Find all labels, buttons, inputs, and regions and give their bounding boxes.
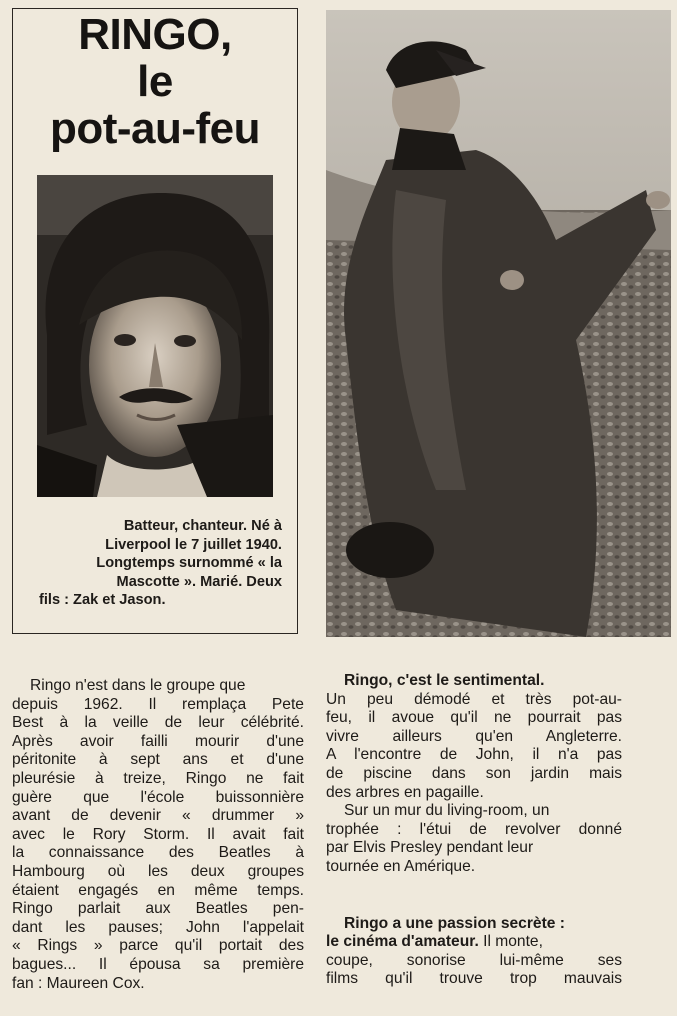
body-line: avant de devenir « drummer » <box>12 807 304 825</box>
body-line: depuis 1962. Il remplaça Pete <box>12 695 304 713</box>
caption-line: Longtemps surnommé « la <box>96 555 282 571</box>
beach-photo <box>326 10 671 637</box>
caption-line: Mascotte ». Marié. Deux <box>116 573 282 590</box>
headline-line-1: RINGO, <box>78 10 232 59</box>
article-left-column <box>12 677 304 993</box>
body-line: Ringo parlait aux Beatles pen- <box>12 900 304 918</box>
caption-line: Batteur, chanteur. Né à <box>123 518 282 534</box>
article-right-column <box>326 672 622 989</box>
body-line: Ringo n'est dans le groupe que <box>30 677 246 694</box>
body-line: bagues... Il épousa sa première <box>12 955 304 973</box>
body-line: Après avoir failli mourir d'une <box>12 732 304 750</box>
caption-line: Liverpool le 7 juillet 1940. <box>105 536 282 553</box>
body-line: trophée : l'étui de revolver donné <box>326 820 622 838</box>
headline <box>13 11 297 152</box>
body-line: vivre ailleurs qu'en Angleterre. <box>326 727 622 745</box>
headline-line-2: le <box>137 57 173 106</box>
body-line: fan : Maureen Cox. <box>12 974 145 992</box>
body-line: A l'encontre de John, il n'a pas <box>326 746 622 764</box>
section-heading: Ringo a une passion secrète : <box>344 914 565 932</box>
headline-line-3: pot-au-feu <box>49 104 261 153</box>
section-heading-cont: le cinéma d'amateur. <box>326 933 479 951</box>
body-line: Best à la veille de leur célébrité. <box>12 714 304 732</box>
body-line: péritonite à sept ans et d'une <box>12 751 304 769</box>
body-line: étaient engagés en même temps. <box>12 881 304 899</box>
body-line: coupe, sonorise lui-même ses <box>326 951 622 969</box>
body-text: Il monte, <box>478 933 543 951</box>
body-line: avec le Rory Storm. Il avait fait <box>12 825 304 843</box>
body-line: « Rings » parce qu'il portait des <box>12 937 304 955</box>
body-line: guère que l'école buissonnière <box>12 788 304 806</box>
body-line: la connaissance des Beatles à <box>12 844 304 862</box>
body-line: Un peu démodé et très pot-au- <box>326 690 622 708</box>
body-line: des arbres en pagaille. <box>326 783 484 801</box>
profile-caption <box>39 517 289 610</box>
profile-box <box>12 8 298 634</box>
caption-line: fils : Zak et Jason. <box>39 592 166 608</box>
body-line-mixed <box>326 933 622 952</box>
body-line: pleurésie à treize, Ringo ne fait <box>12 769 304 787</box>
body-line: films qu'il trouve trop mauvais <box>326 970 622 988</box>
body-line: de piscine dans son jardin mais <box>326 764 622 782</box>
body-line: Hambourg où les deux groupes <box>12 862 304 880</box>
body-line: tournée en Amérique. <box>326 857 476 875</box>
body-line: feu, il avoue qu'il ne pourrait pas <box>326 709 622 727</box>
body-line: Sur un mur du living-room, un <box>344 802 550 820</box>
portrait-photo <box>37 175 273 497</box>
spacer <box>326 896 622 915</box>
body-line: dant les pauses; John l'appelait <box>12 918 304 936</box>
spacer <box>326 877 622 896</box>
body-line: par Elvis Presley pendant leur <box>326 839 534 857</box>
section-heading: Ringo, c'est le sentimental. <box>344 672 545 689</box>
